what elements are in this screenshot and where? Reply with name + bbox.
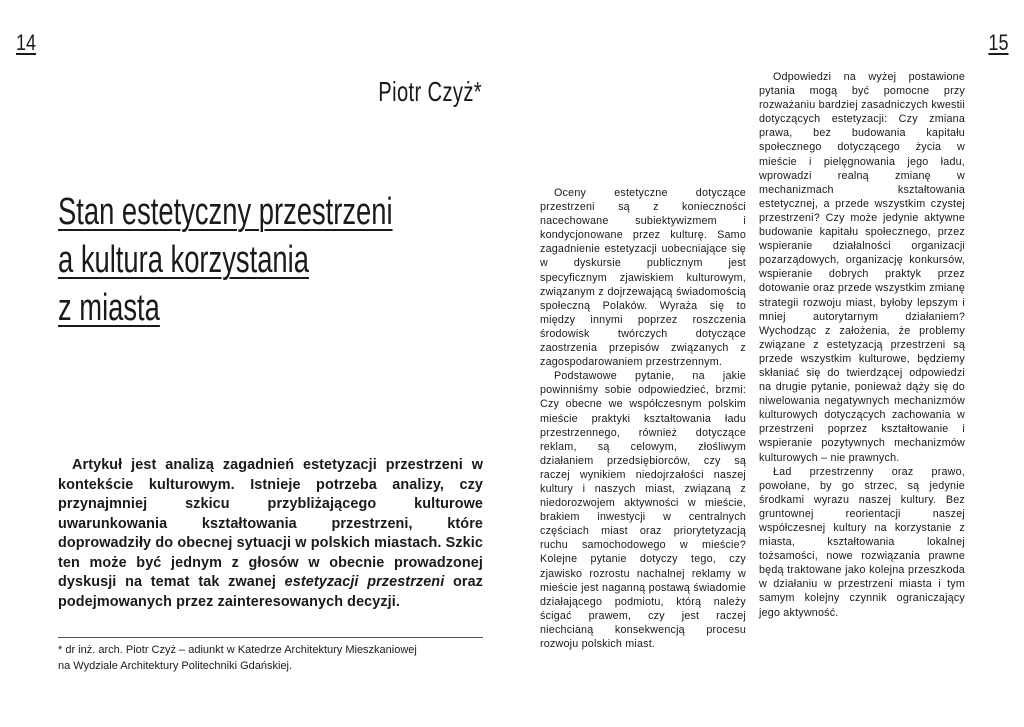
paragraph: Odpowiedzi na wyżej postawione pytania mogą być pomocne przy rozważaniu bardziej zasadniczych kwestii dotyczących estetyzacji: Czy zmiana prawa, bez budowania kapitału społecznego dotyczącego życia w mieście i pielęgnowania jego ładu, wprowadzi realną zmianę w mechanizmach kształtowania estetycznej, a przede wszystkim czystej przestrzeni? Czy może jedynie aktywne budowanie kapitału społecznego, przez wspieranie działalności organizacji pozarządowych, organizację konkursów, wspieranie dobrych praktyk przez dotowanie oraz przede wszystkim zmianę strategii rozwoju miast, byłoby lepszym i mniej autorytarnym działaniem? Wychodząc z założenia, że problemy związane z estetyzacją przestrzeni są przede wszystkim kulturowe, będziemy skłaniać się do twierdzącej odpowiedzi na drugie pytanie, ponieważ dąży się do niwelowania negatywnych mechanizmów kulturowych dotyczących zachowania w przestrzeni poprzez kształtowanie i wspieranie pozytywnych mechanizmów kulturowych – nie prawnych. [759,71,965,464]
title-line: z miasta [58,287,160,329]
abstract-text: oraz podejmowanych przez zainteresowanych decyzji. [58,574,483,610]
author-name: Piotr Czyż* [378,76,482,107]
footnote-line: na Wydziale Architektury Politechniki Gdańskiej. [58,659,293,672]
title-line: a kultura korzystania [58,239,309,281]
page-number-right: 15 [987,30,1008,55]
abstract-italic-term: estetyzacji przestrzeni [284,574,445,590]
abstract-text: Artykuł jest analizą zagadnień estetyzacji przestrzeni w kontekście kulturowym. Istnieje potrzeba analizy, czy przynajmniej szkicu przybliżającego kulturowe uwarunkowania kształtowania przestrzeni, które doprowadziły do obecnej sytuacji w polskich miastach. Szkic ten może być jednym z głosów w obecnie prowadzonej dyskusji na temat tak zwanej [58,457,483,590]
page-number-left: 14 [16,30,37,55]
abstract [58,456,483,612]
paragraph: Ład przestrzenny oraz prawo, powołane, by go strzec, są jedynie środkami wyrazu naszej kultury. Bez gruntownej reorientacji naszej współczesnej kultury na korzystanie z miasta, kształtowania lokalnej tożsamości, nowe rozwiązania prawne będą traktowane jako kolejna przeszkoda w działaniu w przestrzeni miasta i tym samym kolejny czynnik ograniczający jego aktywność. [759,465,965,619]
paragraph: Podstawowe pytanie, na jakie powinniśmy sobie odpowiedzieć, brzmi: Czy obecne we współczesnym polskim mieście praktyki kształtowania ładu przestrzennego, również dotyczące reklam, są celowym, złośliwym działaniem przedsiębiorców, czy są raczej wynikiem niedojrzałości naszej kultury i naszych miast, związaną z niedorozwojem aktywności w mieście, brakiem inwestycji w centralnych częściach miast oraz priorytetyzacją ruchu samochodowego w mieście? Kolejne pytanie dotyczy tego, czy zjawisko rozrostu nachalnej reklamy w mieście jest naganną postawą świadomie działającego podmiotu, którą należy ścigać prawem, czy jest raczej niechcianą konsekwencją procesu rozwoju polskich miast. [540,370,746,650]
body-column-right [759,70,965,620]
paragraph: Oceny estetyczne dotyczące przestrzeni są z konieczności nacechowane subiektywizmem i kondycjonowane przez kulturę. Samo zagadnienie estetyzacji uobecniające się w dyskursie publicznym jest specyficznym zjawiskiem kulturowym, związanym z dojrzewającą świadomością społeczną Polaków. Wyraża się to między innymi poprzez roszczenia środowisk twórczych dotyczące zaostrzenia przepisów związanych z zagospodarowaniem przestrzennym. [540,187,746,369]
footnote-divider [58,637,483,638]
footnote-line: * dr inż. arch. Piotr Czyż – adiunkt w Katedrze Architektury Mieszkaniowej [58,644,417,656]
article-title [58,188,393,332]
title-line: Stan estetyczny przestrzeni [58,191,393,233]
body-column-middle [540,186,746,651]
footnote [58,643,488,674]
